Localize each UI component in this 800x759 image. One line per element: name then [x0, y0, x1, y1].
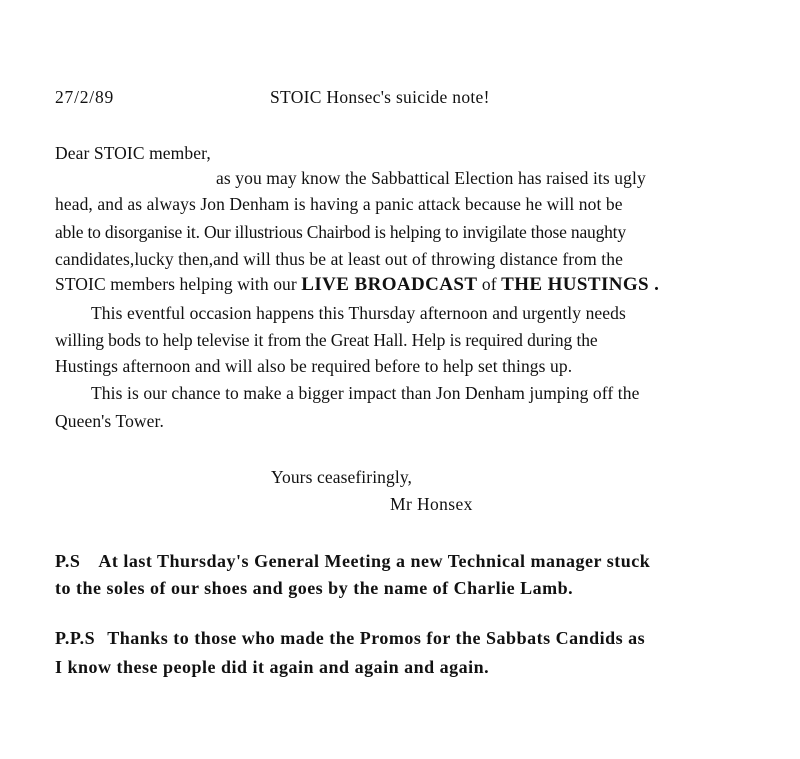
letter-date: 27/2/89 [55, 87, 115, 107]
body-line-2: head, and as always Jon Denham is having a panic attack because he will not be [55, 194, 623, 214]
ps-text-1: At last Thursday's General Meeting a new Technical manager stuck [98, 551, 651, 571]
body-line-5-end: . [649, 274, 660, 295]
pps-line-2: I know these people did it again and again and again. [55, 657, 490, 677]
signature: Mr Honsex [390, 494, 473, 514]
pps-text-1: Thanks to those who made the Promos for the Sabbats Candids as [107, 628, 646, 648]
body-line-5-of: of [477, 274, 502, 294]
ps-line-2: to the soles of our shoes and goes by the name of Charlie Lamb. [55, 578, 574, 598]
body-line-10: Queen's Tower. [55, 411, 164, 431]
salutation: Dear STOIC member, [55, 143, 211, 163]
the-hustings-text: THE HUSTINGS [501, 274, 650, 295]
pps-line-1 [55, 626, 645, 650]
body-line-5-text: STOIC members helping with our [55, 274, 302, 294]
pps-label: P.P.S [55, 628, 96, 648]
body-line-5 [55, 273, 659, 296]
body-line-6: This eventful occasion happens this Thursday afternoon and urgently needs [91, 303, 626, 323]
body-line-8: Hustings afternoon and will also be required before to help set things up. [55, 356, 573, 376]
body-line-7: willing bods to help televise it from the Great Hall. Help is required during the [55, 330, 598, 350]
letter-title: STOIC Honsec's suicide note! [270, 87, 490, 107]
body-line-9: This is our chance to make a bigger impact than Jon Denham jumping off the [91, 383, 640, 403]
body-line-4: candidates,lucky then,and will thus be at least out of throwing distance from the [55, 249, 623, 269]
ps-line-1 [55, 549, 650, 573]
live-broadcast-text: LIVE BROADCAST [301, 274, 478, 295]
valediction: Yours ceasefiringly, [271, 467, 413, 487]
body-line-1: as you may know the Sabbattical Election has raised its ugly [216, 168, 646, 188]
body-line-3: able to disorganise it. Our illustrious Chairbod is helping to invigilate those naughty [55, 222, 626, 242]
ps-label: P.S [55, 551, 81, 571]
